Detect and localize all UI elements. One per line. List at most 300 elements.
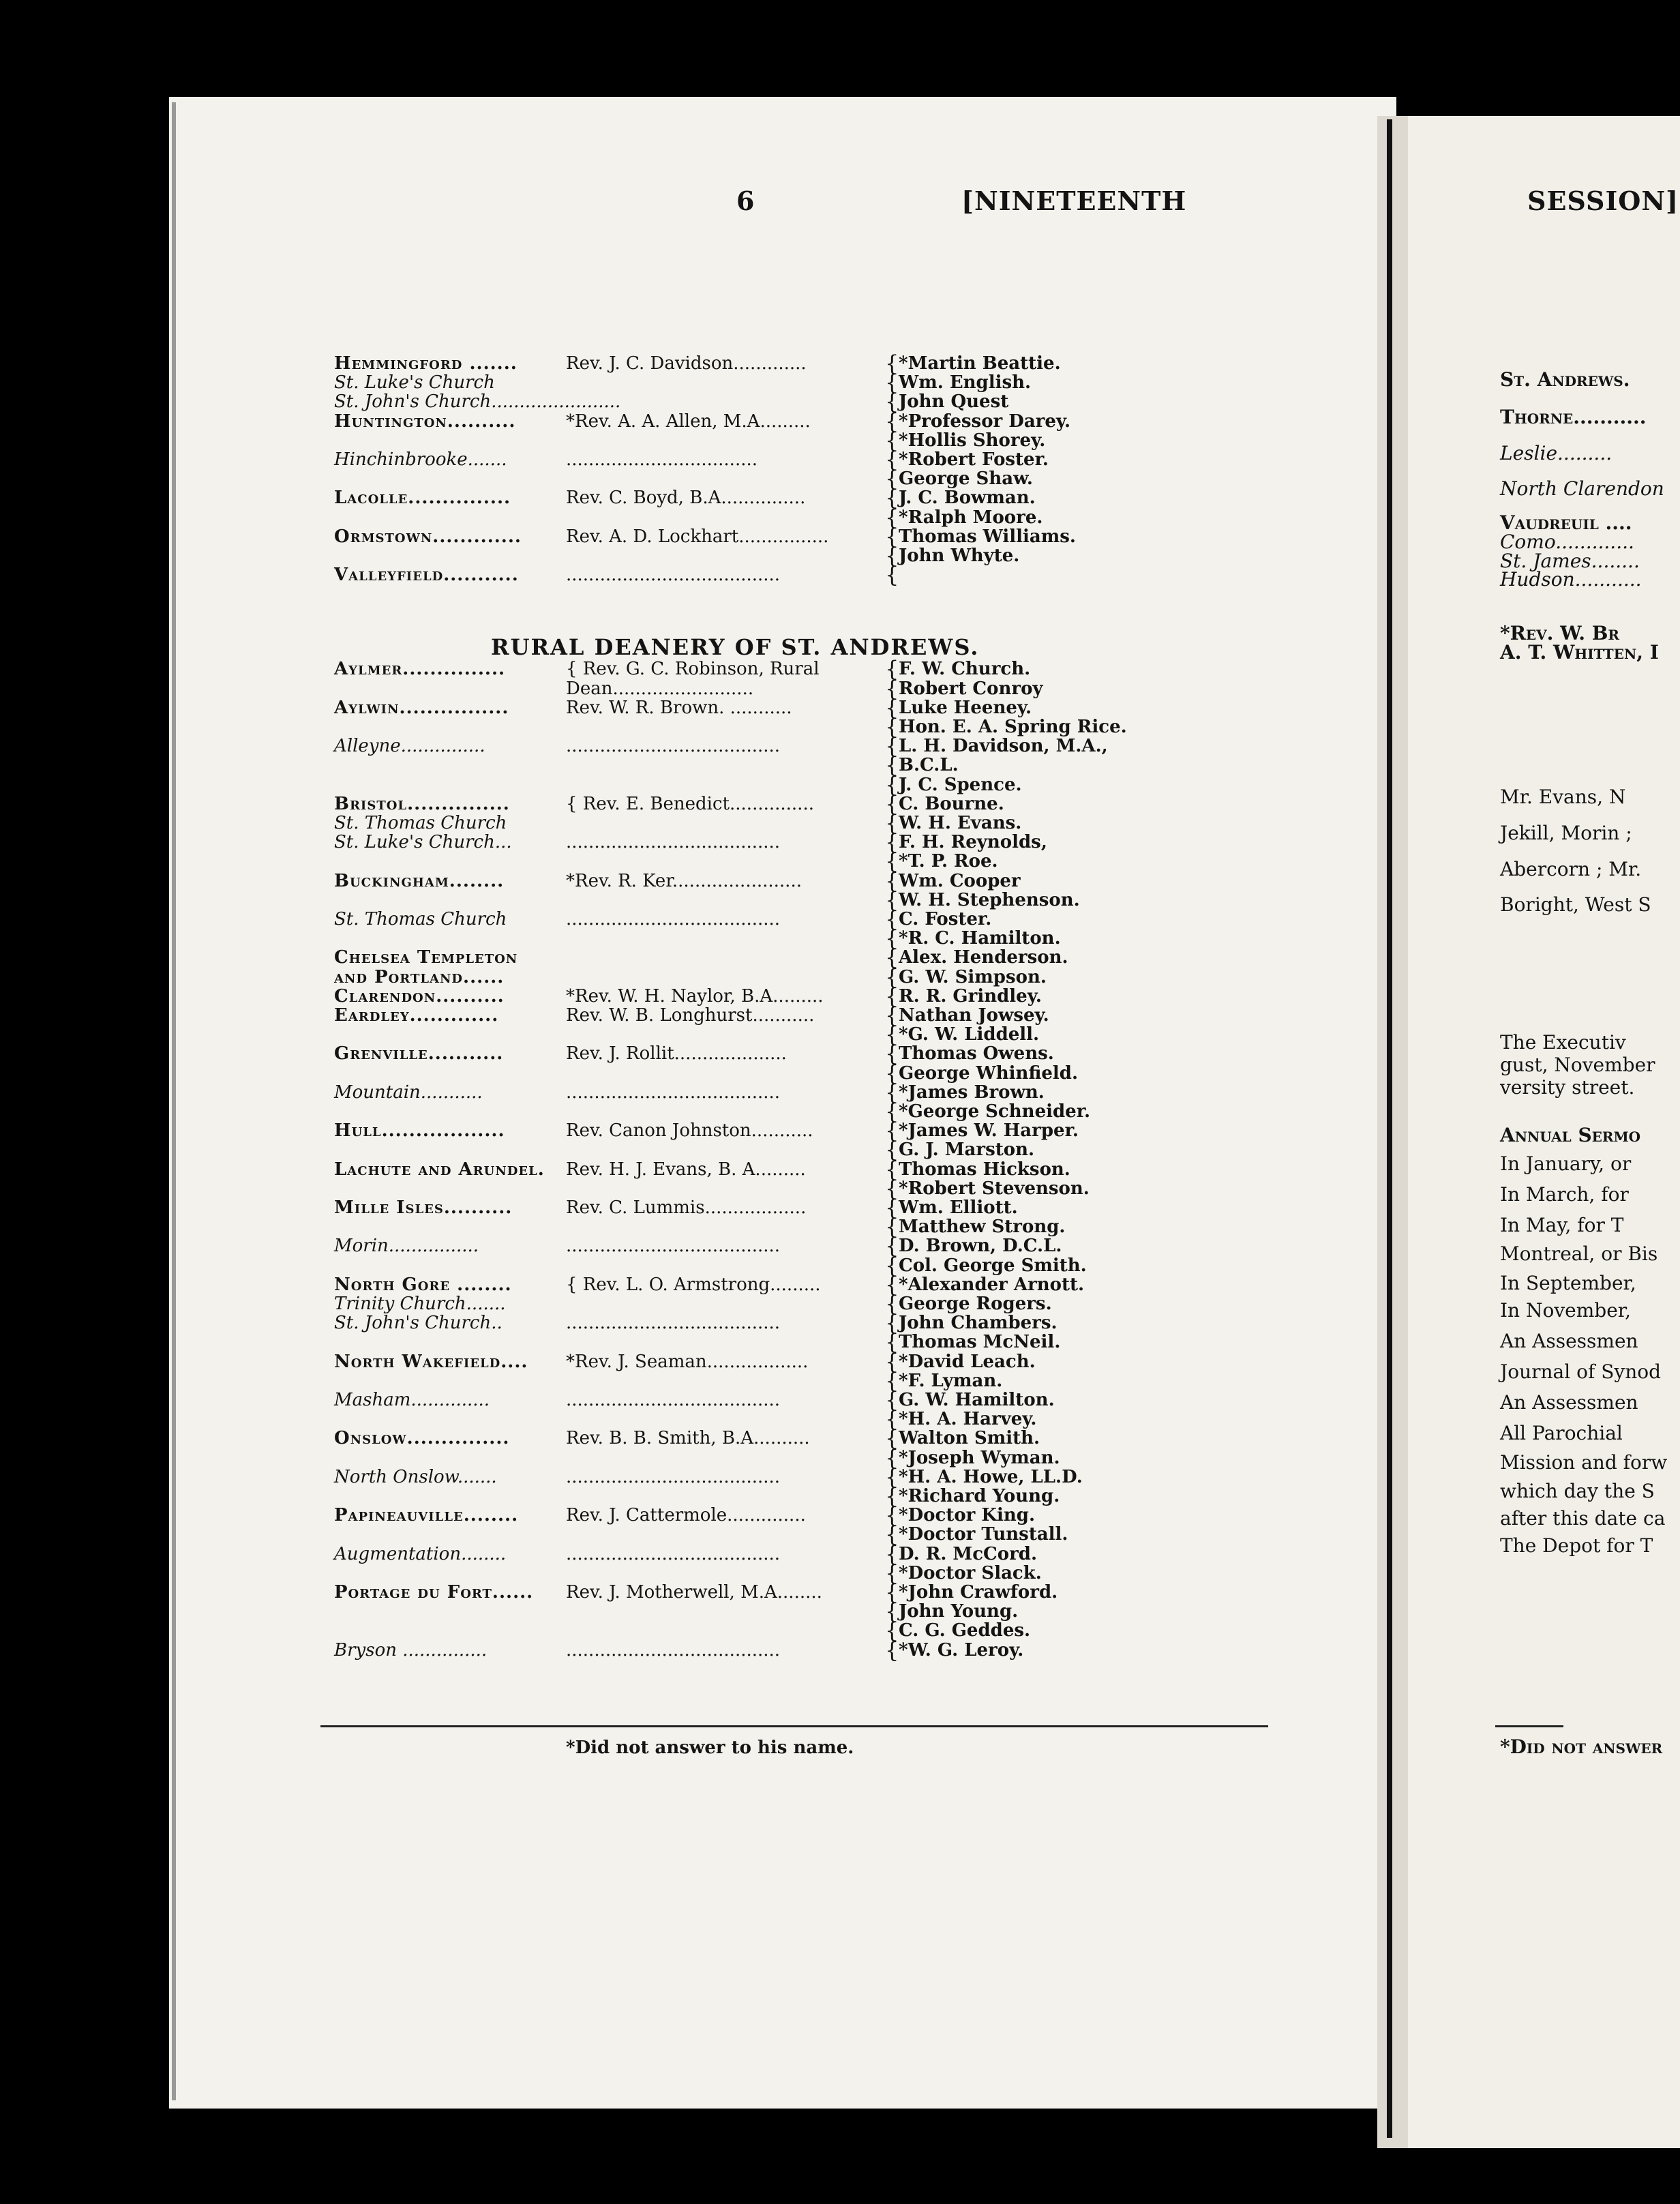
right-page-line: The Executiv bbox=[1500, 1031, 1626, 1054]
parish-name: Morin................ bbox=[334, 1236, 479, 1257]
brace-mark: { bbox=[885, 1579, 899, 1605]
brace-mark: { bbox=[885, 752, 899, 779]
brace-mark: { bbox=[885, 1329, 899, 1356]
brace-mark: { bbox=[885, 1137, 899, 1163]
lay-delegate: *Doctor Slack. bbox=[899, 1562, 1042, 1583]
right-page-line: Vaudreuil .... bbox=[1500, 511, 1632, 534]
right-page-line: Journal of Synod bbox=[1500, 1360, 1662, 1383]
lay-delegate: *Hollis Shorey. bbox=[899, 430, 1046, 451]
right-page-line: All Parochial bbox=[1500, 1422, 1623, 1444]
clergy-name: Rev. J. Motherwell, M.A........ bbox=[566, 1582, 822, 1603]
lay-delegate: Wm. English. bbox=[899, 372, 1032, 393]
clergy-name: ...................................... bbox=[566, 909, 781, 929]
brace-mark: { bbox=[885, 1079, 899, 1105]
parish-row bbox=[0, 944, 1227, 971]
parish-row bbox=[0, 1521, 1227, 1548]
lay-delegate: *John Crawford. bbox=[899, 1582, 1058, 1603]
clergy-name: ...................................... bbox=[566, 1236, 781, 1257]
right-page-line: In March, for bbox=[1500, 1183, 1629, 1206]
clergy-name: ...................................... bbox=[566, 1639, 781, 1661]
parish-row bbox=[0, 1502, 1227, 1529]
parish-row bbox=[0, 1156, 1227, 1182]
lay-delegate: Alex. Henderson. bbox=[899, 947, 1068, 968]
brace-mark: { bbox=[885, 408, 899, 434]
lay-delegate: John Quest bbox=[899, 391, 1009, 413]
lay-delegate: *James Brown. bbox=[899, 1082, 1045, 1103]
brace-mark: { bbox=[885, 675, 899, 702]
lay-delegate: Walton Smith. bbox=[899, 1428, 1040, 1449]
lay-delegate: W. H. Evans. bbox=[899, 813, 1022, 833]
parish-row bbox=[0, 562, 1227, 589]
brace-mark: { bbox=[885, 562, 899, 589]
lay-delegate: F. H. Reynolds, bbox=[899, 832, 1047, 853]
parish-name: St. Luke's Church bbox=[334, 372, 495, 393]
parish-name: North Gore ........ bbox=[334, 1274, 512, 1295]
brace-mark: { bbox=[885, 810, 899, 836]
brace-mark: { bbox=[885, 1540, 899, 1567]
brace-mark: { bbox=[885, 1348, 899, 1375]
lay-delegate: C. G. Geddes. bbox=[899, 1620, 1031, 1641]
parish-row bbox=[0, 1387, 1227, 1413]
brace-mark: { bbox=[885, 944, 899, 971]
right-page-line: Thorne........... bbox=[1500, 406, 1647, 428]
lay-delegate: F. W. Church. bbox=[899, 659, 1031, 680]
parish-row bbox=[0, 1425, 1227, 1452]
parish-row bbox=[0, 1118, 1227, 1144]
parish-name: St. Thomas Church bbox=[334, 909, 507, 929]
parish-name: St. John's Church....................... bbox=[334, 391, 621, 413]
parish-row bbox=[0, 447, 1227, 473]
parish-name: North Wakefield.... bbox=[334, 1351, 528, 1372]
parish-row bbox=[0, 1348, 1227, 1375]
brace-mark: { bbox=[885, 694, 899, 721]
parish-row bbox=[0, 887, 1227, 913]
right-page-line: In September, bbox=[1500, 1272, 1636, 1294]
lay-delegate: J. C. Bowman. bbox=[899, 488, 1036, 509]
brace-mark: { bbox=[885, 543, 899, 569]
right-page-line: versity street. bbox=[1500, 1076, 1635, 1099]
lay-delegate: *Ralph Moore. bbox=[899, 507, 1043, 528]
parish-name: Onslow............... bbox=[334, 1428, 510, 1449]
parish-row bbox=[0, 523, 1227, 550]
right-page-line: In January, or bbox=[1500, 1152, 1632, 1175]
brace-mark: { bbox=[885, 1387, 899, 1413]
clergy-name: Rev. J. Rollit.................... bbox=[566, 1043, 787, 1064]
brace-mark: { bbox=[885, 485, 899, 511]
brace-mark: { bbox=[885, 925, 899, 952]
parish-row bbox=[0, 1291, 1227, 1317]
clergy-name: ...................................... bbox=[566, 736, 781, 757]
parish-name: Clarendon.......... bbox=[334, 985, 505, 1007]
lay-delegate: John Whyte. bbox=[899, 546, 1020, 566]
parish-name: Buckingham........ bbox=[334, 870, 505, 891]
clergy-name: .................................. bbox=[566, 449, 758, 470]
right-footer-rule bbox=[1495, 1725, 1563, 1727]
parish-row bbox=[0, 1137, 1227, 1163]
parish-name: St. Thomas Church bbox=[334, 813, 507, 833]
parish-row bbox=[0, 1463, 1227, 1490]
lay-delegate: *Joseph Wyman. bbox=[899, 1447, 1060, 1468]
lay-delegate: *Robert Stevenson. bbox=[899, 1178, 1090, 1199]
lay-delegate: *Doctor Tunstall. bbox=[899, 1524, 1068, 1545]
brace-mark: { bbox=[885, 848, 899, 875]
parish-row bbox=[0, 389, 1227, 415]
parish-row bbox=[0, 1060, 1227, 1086]
parish-row bbox=[0, 714, 1227, 740]
lay-delegate: L. H. Davidson, M.A., bbox=[899, 736, 1108, 757]
lay-delegate: Wm. Elliott. bbox=[899, 1197, 1018, 1218]
right-page-line: An Assessmen bbox=[1500, 1330, 1638, 1352]
right-page-line: Mr. Evans, N bbox=[1500, 786, 1626, 808]
clergy-name: { Rev. E. Benedict............... bbox=[566, 793, 814, 814]
gutter-line bbox=[1387, 119, 1392, 2138]
right-page-line: Annual Sermo bbox=[1500, 1124, 1641, 1146]
right-page-line: which day the S bbox=[1500, 1480, 1655, 1502]
parish-name: St. John's Church.. bbox=[334, 1313, 502, 1334]
parish-name: Grenville........... bbox=[334, 1043, 504, 1064]
clergy-name: ...................................... bbox=[566, 565, 781, 586]
right-page-line: after this date ca bbox=[1500, 1507, 1666, 1530]
parish-name: Alleyne............... bbox=[334, 736, 485, 757]
brace-mark: { bbox=[885, 1041, 899, 1067]
clergy-name: ...................................... bbox=[566, 832, 781, 853]
parish-row bbox=[0, 370, 1227, 396]
lay-delegate: *Richard Young. bbox=[899, 1486, 1060, 1506]
right-page-line: North Clarendon bbox=[1500, 477, 1664, 500]
brace-mark: { bbox=[885, 771, 899, 798]
right-page-line: *Rev. W. Br bbox=[1500, 622, 1620, 644]
brace-mark: { bbox=[885, 887, 899, 913]
brace-mark: { bbox=[885, 523, 899, 550]
lay-delegate: R. R. Grindley. bbox=[899, 985, 1042, 1007]
brace-mark: { bbox=[885, 1560, 899, 1586]
clergy-name: Rev. J. Cattermole.............. bbox=[566, 1505, 806, 1526]
lay-delegate: George Whinfield. bbox=[899, 1062, 1078, 1084]
brace-mark: { bbox=[885, 1118, 899, 1144]
lay-delegate: Thomas McNeil. bbox=[899, 1332, 1061, 1353]
brace-mark: { bbox=[885, 714, 899, 740]
right-page-line: In November, bbox=[1500, 1299, 1631, 1322]
parish-name: Bryson ............... bbox=[334, 1639, 487, 1661]
brace-mark: { bbox=[885, 427, 899, 453]
clergy-name: *Rev. W. H. Naylor, B.A......... bbox=[566, 985, 824, 1007]
clergy-name: { Rev. G. C. Robinson, Rural bbox=[566, 659, 820, 680]
clergy-name: ...................................... bbox=[566, 1390, 781, 1410]
lay-delegate: G. W. Hamilton. bbox=[899, 1390, 1055, 1410]
footnote: *Did not answer to his name. bbox=[566, 1738, 854, 1758]
page-number: 6 bbox=[736, 185, 755, 216]
clergy-name: *Rev. R. Ker....................... bbox=[566, 870, 802, 891]
parish-row bbox=[0, 906, 1227, 932]
parish-row bbox=[0, 353, 1227, 374]
parish-row bbox=[0, 1252, 1227, 1279]
right-page-line: *Did not answer bbox=[1500, 1736, 1663, 1758]
lay-delegate: *R. C. Hamilton. bbox=[899, 928, 1061, 949]
lay-delegate: W. H. Stephenson. bbox=[899, 889, 1080, 910]
brace-mark: { bbox=[885, 1425, 899, 1452]
parish-row bbox=[0, 867, 1227, 894]
parish-row bbox=[0, 1175, 1227, 1202]
parish-row bbox=[0, 1214, 1227, 1240]
brace-mark: { bbox=[885, 1002, 899, 1028]
lay-delegate: John Chambers. bbox=[899, 1313, 1058, 1334]
parish-name: Hull.................. bbox=[334, 1120, 505, 1142]
parish-row bbox=[0, 1540, 1227, 1567]
lay-delegate: Wm. Cooper bbox=[899, 870, 1021, 891]
clergy-name: ...................................... bbox=[566, 1466, 781, 1487]
parish-name: Valleyfield........... bbox=[334, 565, 519, 586]
parish-row bbox=[0, 1310, 1227, 1337]
parish-name: Trinity Church....... bbox=[334, 1294, 506, 1314]
parish-row bbox=[0, 1444, 1227, 1471]
right-page-line: The Depot for T bbox=[1500, 1534, 1653, 1557]
brace-mark: { bbox=[885, 1406, 899, 1433]
parish-row bbox=[0, 733, 1227, 760]
lay-delegate: *H. A. Harvey. bbox=[899, 1409, 1037, 1430]
lay-delegate: Matthew Strong. bbox=[899, 1217, 1066, 1238]
brace-mark: { bbox=[885, 447, 899, 473]
brace-mark: { bbox=[885, 1175, 899, 1202]
right-page-line: Mission and forw bbox=[1500, 1451, 1668, 1474]
clergy-name: Rev. C. Boyd, B.A............... bbox=[566, 488, 806, 509]
clergy-name: Rev. C. Lummis.................. bbox=[566, 1197, 807, 1218]
clergy-name: Rev. A. D. Lockhart................ bbox=[566, 526, 829, 547]
brace-mark: { bbox=[885, 1291, 899, 1317]
right-page-line: Boright, West S bbox=[1500, 893, 1651, 916]
parish-row bbox=[0, 1233, 1227, 1260]
section-title: RURAL DEANERY OF ST. ANDREWS. bbox=[491, 634, 980, 660]
brace-mark: { bbox=[885, 1156, 899, 1182]
brace-mark: { bbox=[885, 1022, 899, 1048]
right-page-line: Montreal, or Bis bbox=[1500, 1242, 1658, 1265]
lay-delegate: *David Leach. bbox=[899, 1351, 1036, 1372]
brace-mark: { bbox=[885, 351, 899, 376]
clergy-name: Rev. W. R. Brown. ........... bbox=[566, 697, 792, 718]
brace-mark: { bbox=[885, 504, 899, 531]
right-page-line: Jekill, Morin ; bbox=[1500, 822, 1632, 844]
parish-name: Portage du Fort...... bbox=[334, 1582, 534, 1603]
lay-delegate: *Professor Darey. bbox=[899, 411, 1071, 432]
parish-row bbox=[0, 1041, 1227, 1067]
lay-delegate: *W. G. Leroy. bbox=[899, 1639, 1024, 1661]
brace-mark: { bbox=[885, 1252, 899, 1279]
brace-mark: { bbox=[885, 1618, 899, 1644]
lay-delegate: *Martin Beattie. bbox=[899, 353, 1061, 374]
parish-name: Papineauville........ bbox=[334, 1505, 519, 1526]
brace-mark: { bbox=[885, 1195, 899, 1221]
parish-row bbox=[0, 1406, 1227, 1433]
lay-delegate: G. W. Simpson. bbox=[899, 966, 1047, 987]
parish-row bbox=[0, 790, 1227, 817]
parish-row bbox=[0, 1329, 1227, 1356]
right-page-line: In May, for T bbox=[1500, 1214, 1624, 1236]
right-running-head: SESSION] bbox=[1527, 185, 1679, 216]
clergy-name: *Rev. A. A. Allen, M.A......... bbox=[566, 411, 811, 432]
lay-delegate: Luke Heeney. bbox=[899, 697, 1032, 718]
parish-row bbox=[0, 1618, 1227, 1644]
brace-mark: { bbox=[885, 983, 899, 1009]
brace-mark: { bbox=[885, 1598, 899, 1625]
parish-name: Masham.............. bbox=[334, 1390, 490, 1410]
lay-delegate: John Young. bbox=[899, 1601, 1019, 1622]
brace-mark: { bbox=[885, 1483, 899, 1509]
clergy-name: Rev. W. B. Longhurst........... bbox=[566, 1005, 815, 1026]
parish-name: Ormstown............. bbox=[334, 526, 522, 547]
brace-mark: { bbox=[885, 1463, 899, 1490]
parish-row bbox=[0, 466, 1227, 492]
parish-row bbox=[0, 1367, 1227, 1394]
parish-row bbox=[0, 694, 1227, 721]
clergy-name: Rev. H. J. Evans, B. A......... bbox=[566, 1159, 806, 1180]
parish-row bbox=[0, 925, 1227, 952]
parish-name: Eardley............. bbox=[334, 1005, 499, 1026]
right-page-line: Leslie......... bbox=[1500, 442, 1612, 464]
brace-mark: { bbox=[885, 370, 899, 396]
parish-name: Mountain........... bbox=[334, 1082, 483, 1103]
parish-row bbox=[0, 752, 1227, 779]
parish-row bbox=[0, 1079, 1227, 1105]
lay-delegate: C. Bourne. bbox=[899, 793, 1004, 814]
parish-row bbox=[0, 485, 1227, 511]
lay-delegate: Col. George Smith. bbox=[899, 1255, 1087, 1276]
lay-delegate: *F. Lyman. bbox=[899, 1370, 1003, 1391]
brace-mark: { bbox=[885, 1233, 899, 1260]
brace-mark: { bbox=[885, 1444, 899, 1471]
clergy-name: Dean......................... bbox=[566, 678, 754, 699]
parish-row bbox=[0, 427, 1227, 453]
parish-row bbox=[0, 504, 1227, 531]
brace-mark: { bbox=[885, 1310, 899, 1337]
parish-name: Augmentation........ bbox=[334, 1543, 507, 1564]
lay-delegate: *T. P. Roe. bbox=[899, 851, 998, 872]
parish-row bbox=[0, 1099, 1227, 1125]
parish-name: Hemmingford ....... bbox=[334, 353, 518, 374]
clergy-name: ...................................... bbox=[566, 1082, 781, 1103]
lay-delegate: Thomas Owens. bbox=[899, 1043, 1054, 1064]
parish-row bbox=[0, 810, 1227, 836]
parish-row bbox=[0, 1637, 1227, 1663]
lay-delegate: B.C.L. bbox=[899, 755, 959, 776]
right-page-line: Como............. bbox=[1500, 531, 1634, 553]
lay-delegate: *H. A. Howe, LL.D. bbox=[899, 1466, 1083, 1487]
brace-mark: { bbox=[885, 829, 899, 856]
parish-name: Lacolle............... bbox=[334, 488, 511, 509]
footer-rule bbox=[320, 1725, 1268, 1727]
parish-name: Bristol............... bbox=[334, 793, 510, 814]
parish-name: Aylmer............... bbox=[334, 659, 506, 680]
right-page-line: Hudson........... bbox=[1500, 568, 1642, 591]
clergy-name: Rev. B. B. Smith, B.A.......... bbox=[566, 1428, 810, 1449]
lay-delegate: *George Schneider. bbox=[899, 1101, 1091, 1122]
brace-mark: { bbox=[885, 1502, 899, 1529]
parish-name: Mille Isles.......... bbox=[334, 1197, 513, 1218]
book-gutter bbox=[1377, 116, 1408, 2148]
right-page-line: St. Andrews. bbox=[1500, 368, 1630, 391]
right-page-line: St. James........ bbox=[1500, 550, 1640, 572]
parish-row bbox=[0, 983, 1227, 1009]
brace-mark: { bbox=[885, 389, 899, 415]
right-page-line: A. T. Whitten, I bbox=[1500, 641, 1659, 664]
lay-delegate: *G. W. Liddell. bbox=[899, 1024, 1040, 1045]
brace-mark: { bbox=[885, 733, 899, 760]
lay-delegate: George Shaw. bbox=[899, 468, 1033, 490]
lay-delegate: J. C. Spence. bbox=[899, 774, 1022, 795]
lay-delegate: *Doctor King. bbox=[899, 1505, 1036, 1526]
parish-row bbox=[0, 829, 1227, 856]
parish-name: Aylwin................ bbox=[334, 697, 509, 718]
brace-mark: { bbox=[885, 964, 899, 990]
lay-delegate: Nathan Jowsey. bbox=[899, 1005, 1049, 1026]
lay-delegate: D. R. McCord. bbox=[899, 1543, 1038, 1564]
parish-row bbox=[0, 656, 1227, 683]
parish-row bbox=[0, 964, 1227, 990]
lay-delegate: Robert Conroy bbox=[899, 678, 1043, 699]
parish-row bbox=[0, 771, 1227, 798]
parish-row bbox=[0, 1022, 1227, 1048]
right-page-line: An Assessmen bbox=[1500, 1391, 1638, 1414]
brace-mark: { bbox=[885, 466, 899, 492]
right-page-line: Abercorn ; Mr. bbox=[1500, 858, 1642, 880]
parish-row bbox=[0, 1598, 1227, 1625]
parish-row bbox=[0, 848, 1227, 875]
lay-delegate: *James W. Harper. bbox=[899, 1120, 1079, 1142]
lay-delegate: Thomas Williams. bbox=[899, 526, 1076, 547]
right-page-line: gust, November bbox=[1500, 1054, 1655, 1076]
clergy-name: ...................................... bbox=[566, 1543, 781, 1564]
lay-delegate: D. Brown, D.C.L. bbox=[899, 1236, 1062, 1257]
clergy-name: Rev. Canon Johnston........... bbox=[566, 1120, 813, 1142]
parish-row bbox=[0, 1195, 1227, 1221]
lay-delegate: G. J. Marston. bbox=[899, 1140, 1035, 1161]
brace-mark: { bbox=[885, 1099, 899, 1125]
brace-mark: { bbox=[885, 1214, 899, 1240]
parish-name: and Portland...... bbox=[334, 966, 505, 987]
lay-delegate: Thomas Hickson. bbox=[899, 1159, 1070, 1180]
parish-row bbox=[0, 1002, 1227, 1028]
parish-name: North Onslow....... bbox=[334, 1466, 497, 1487]
lay-delegate: *Alexander Arnott. bbox=[899, 1274, 1085, 1295]
parish-name: St. Luke's Church... bbox=[334, 832, 512, 853]
clergy-name: *Rev. J. Seaman.................. bbox=[566, 1351, 809, 1372]
parish-row bbox=[0, 408, 1227, 434]
parish-name: Hinchinbrooke....... bbox=[334, 449, 507, 470]
brace-mark: { bbox=[885, 1637, 899, 1663]
clergy-name: ...................................... bbox=[566, 1313, 781, 1334]
brace-mark: { bbox=[885, 867, 899, 894]
brace-mark: { bbox=[885, 1521, 899, 1548]
parish-row bbox=[0, 1271, 1227, 1298]
brace-mark: { bbox=[885, 906, 899, 932]
clergy-name: Rev. J. C. Davidson............. bbox=[566, 353, 807, 374]
parish-row bbox=[0, 1483, 1227, 1509]
brace-mark: { bbox=[885, 790, 899, 817]
brace-mark: { bbox=[885, 1271, 899, 1298]
clergy-name: { Rev. L. O. Armstrong......... bbox=[566, 1274, 821, 1295]
parish-name: Chelsea Templeton bbox=[334, 947, 518, 968]
parish-row bbox=[0, 543, 1227, 569]
brace-mark: { bbox=[885, 1367, 899, 1394]
lay-delegate: Hon. E. A. Spring Rice. bbox=[899, 717, 1127, 737]
parish-row bbox=[0, 1560, 1227, 1586]
brace-mark: { bbox=[885, 1060, 899, 1086]
lay-delegate: *Robert Foster. bbox=[899, 449, 1049, 470]
lay-delegate: George Rogers. bbox=[899, 1294, 1052, 1314]
parish-row bbox=[0, 1579, 1227, 1605]
parish-row bbox=[0, 675, 1227, 702]
parish-name: Lachute and Arundel. bbox=[334, 1159, 545, 1180]
brace-mark: { bbox=[885, 656, 899, 683]
parish-name: Huntington.......... bbox=[334, 411, 516, 432]
